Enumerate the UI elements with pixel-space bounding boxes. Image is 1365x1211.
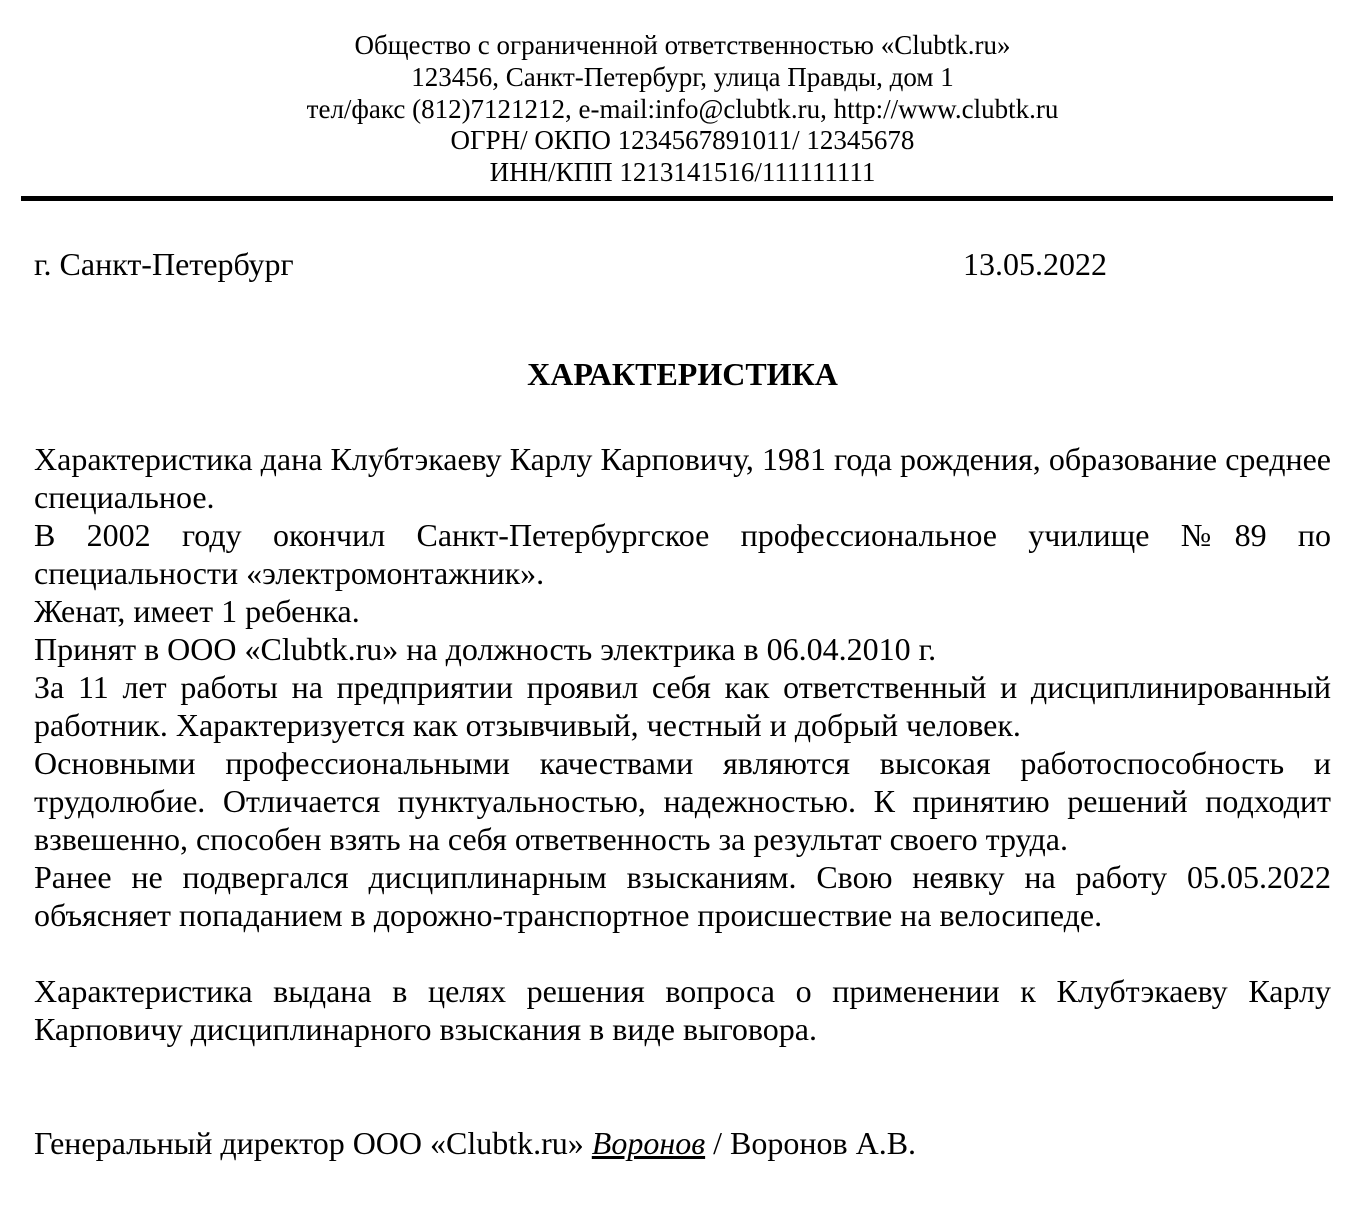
document-date: 13.05.2022	[963, 245, 1107, 282]
signature-separator: /	[713, 1124, 722, 1161]
handwritten-signature: Воронов	[591, 1124, 706, 1161]
body-paragraph: Женат, имеет 1 ребенка.	[34, 592, 360, 629]
body-paragraph: Принят в ООО «Clubtk.ru» на должность электрика в 06.04.2010 г.	[34, 630, 937, 667]
signature-title: Генеральный директор ООО «Clubtk.ru»	[34, 1124, 584, 1161]
body-paragraph: За 11 лет работы на предприятии проявил себя как ответственный и дисциплинированный работник. Характеризуется как отзывчивый, честный и добрый человек.	[34, 668, 1331, 743]
letterhead-contacts: тел/факс (812)7121212, e-mail:info@clubtk.ru, http://www.clubtk.ru	[306, 93, 1059, 124]
signature-row	[34, 1124, 1331, 1162]
document-body	[34, 440, 1331, 1048]
letterhead-inn-kpp: ИНН/КПП 1213141516/111111111	[489, 157, 876, 188]
body-paragraph: В 2002 году окончил Санкт-Петербургское профессиональное училище №89 по специальности «электромонтажник».	[34, 516, 1331, 591]
letterhead-ogrn-okpo: ОГРН/ ОКПО 1234567891011/ 12345678	[450, 125, 915, 156]
body-paragraph: Характеристика дана Клубтэкаеву Карлу Карповичу, 1981 года рождения, образование среднее специальное.	[34, 440, 1331, 515]
signature-full-name: Воронов А.В.	[730, 1124, 917, 1161]
document-title: ХАРАКТЕРИСТИКА	[527, 355, 838, 392]
company-letterhead	[34, 30, 1331, 189]
document-city: г. Санкт-Петербург	[34, 245, 294, 282]
letterhead-company-name: Общество с ограниченной ответственностью «Clubtk.ru»	[354, 30, 1011, 60]
body-paragraph: Ранее не подвергался дисциплинарным взысканиям. Свою неявку на работу 05.05.2022 объясняет попаданием в дорожно-транспортное происшествие на велосипеде.	[34, 858, 1331, 933]
letterhead-divider	[21, 196, 1333, 201]
letterhead-address: 123456, Санкт-Петербург, улица Правды, дом 1	[411, 61, 954, 92]
meta-row	[34, 245, 1331, 283]
body-paragraph-purpose: Характеристика выдана в целях решения вопроса о применении к Клубтэкаеву Карлу Карповичу дисциплинарного взыскания в виде выговора.	[34, 972, 1331, 1047]
body-paragraph: Основными профессиональными качествами являются высокая работоспособность и трудолюбие. Отличается пунктуальностью, надежностью. К принятию решений подходит взвешенно, способен взять на себя ответвенность за результат своего труда.	[34, 744, 1331, 857]
